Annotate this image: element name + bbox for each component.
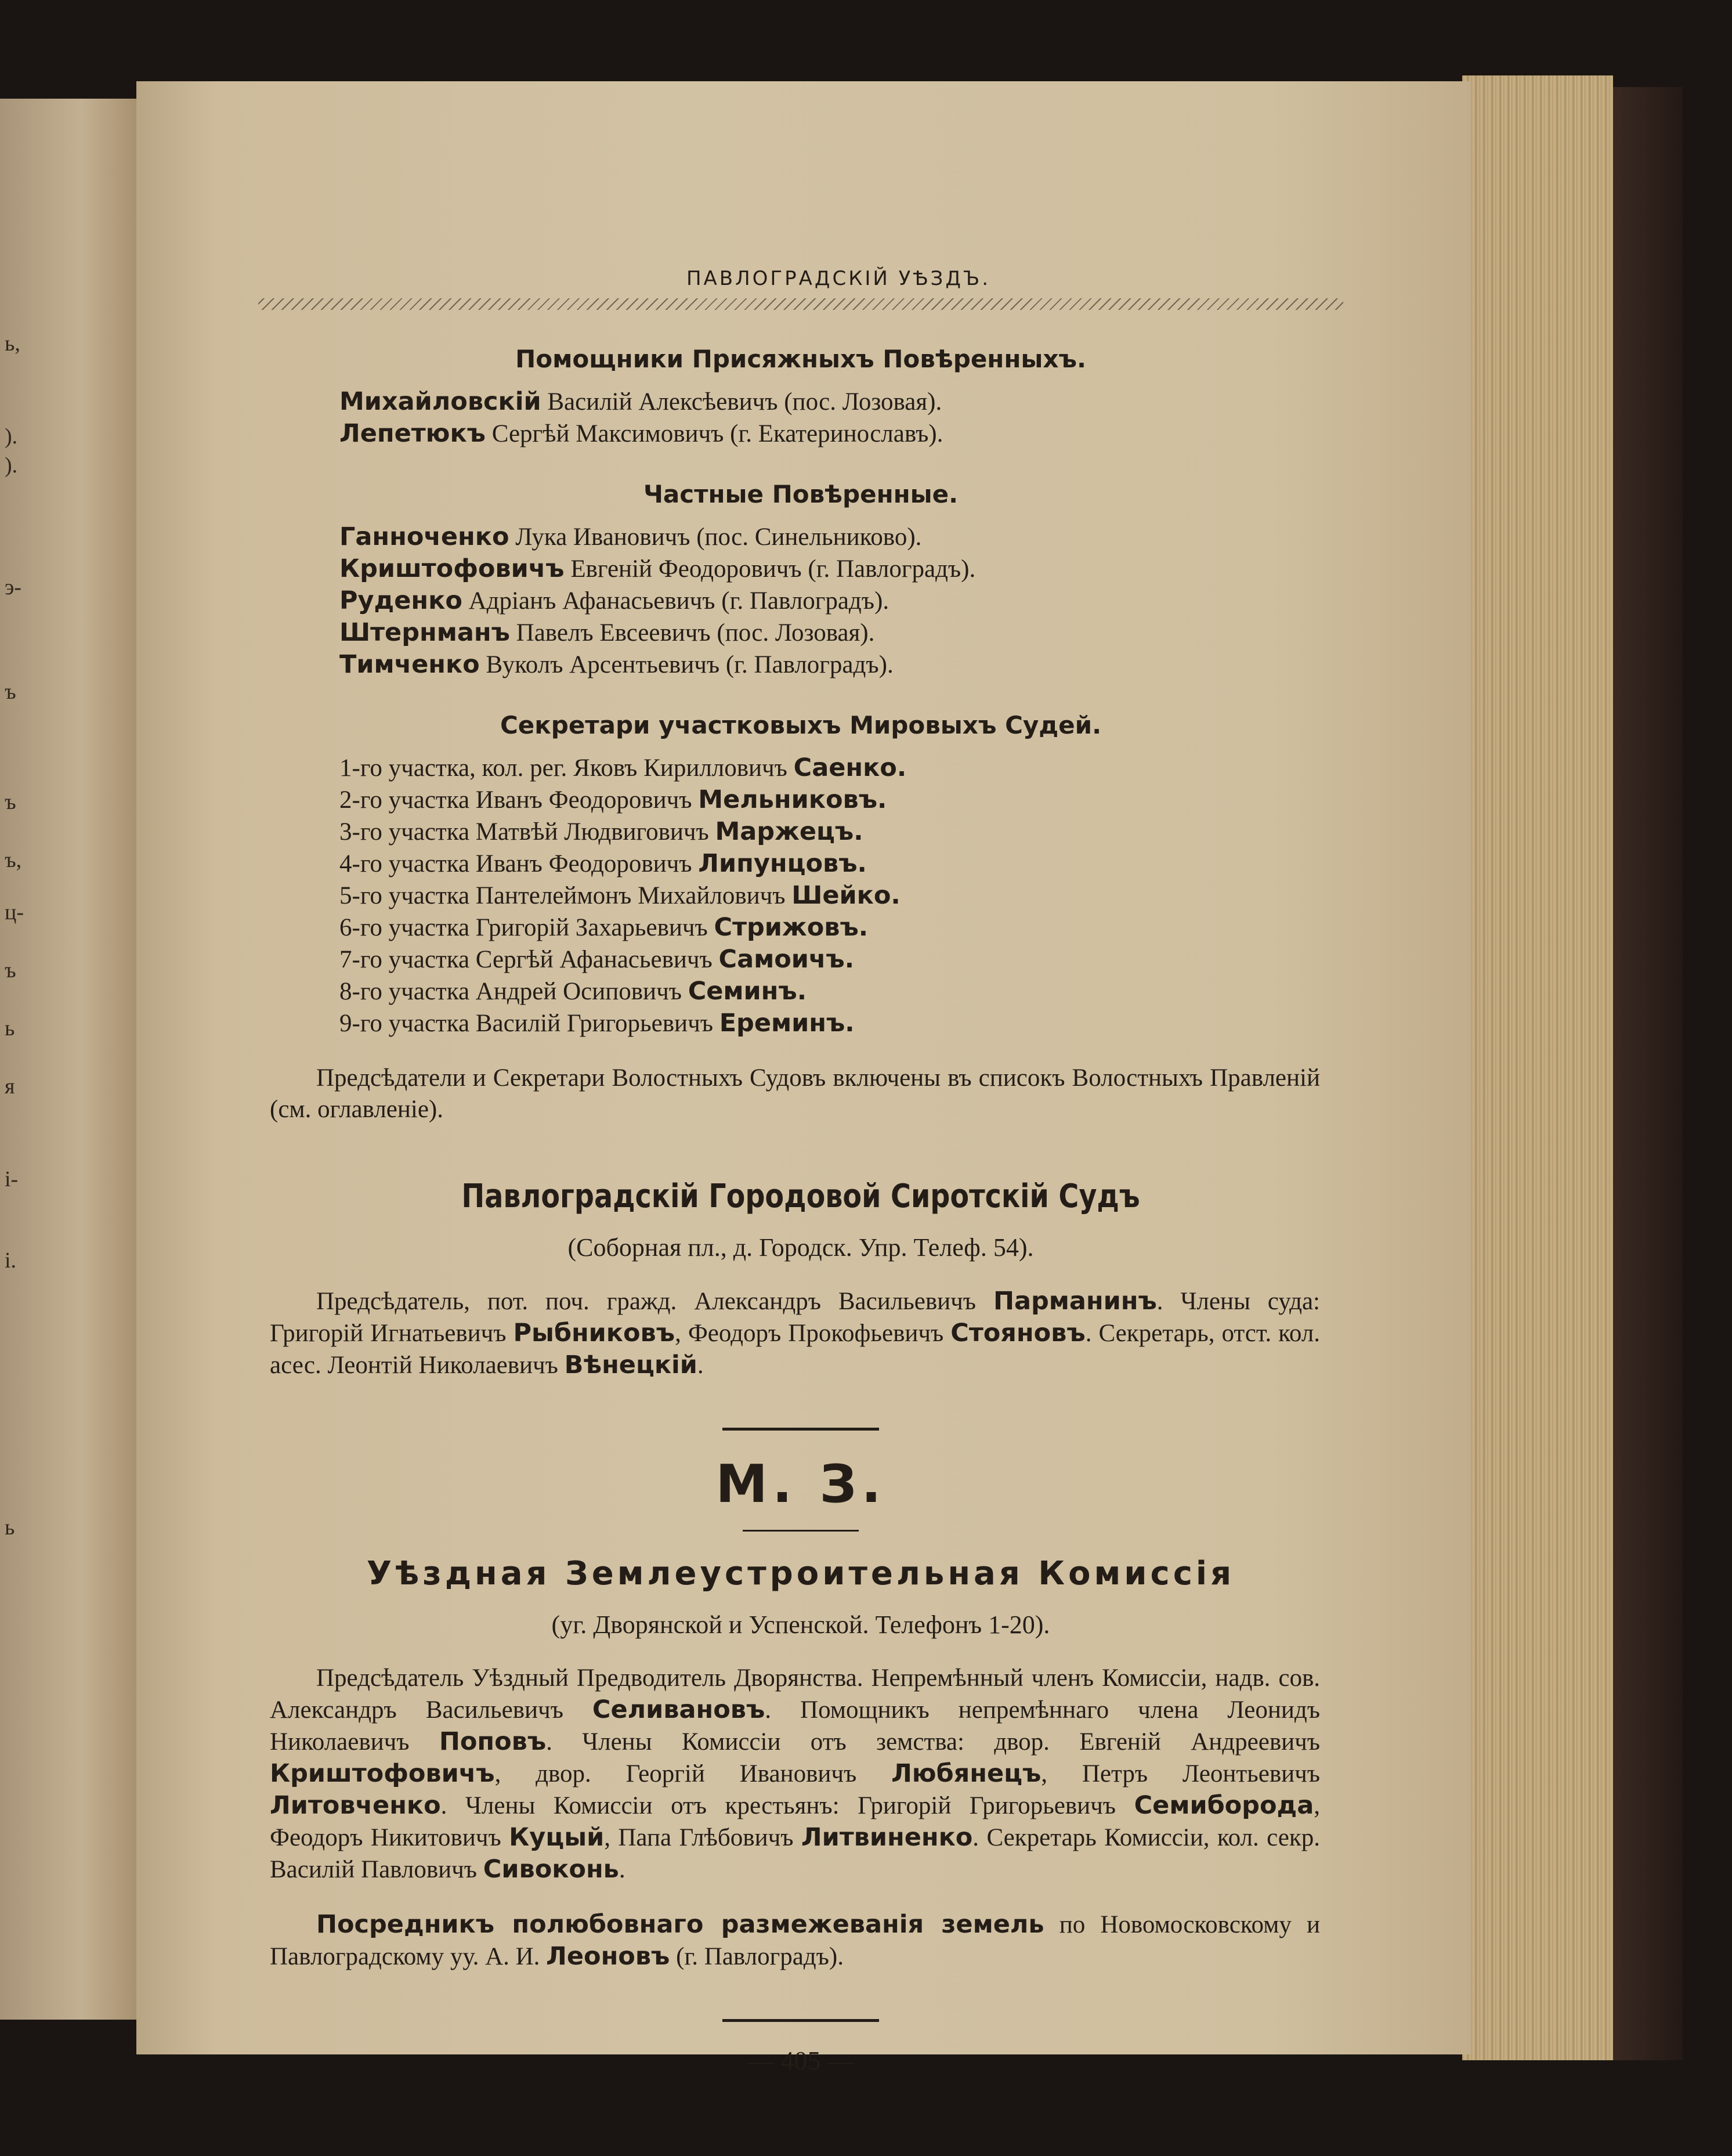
section-title-land-commission: Уѣздная Землеустроительная Комиссія — [366, 1555, 1235, 1592]
page-number: — 405 — — [747, 2046, 854, 2075]
left-page-fragment-text: ). — [5, 424, 18, 449]
left-page-fragment-text: і. — [5, 1248, 17, 1273]
section-title-assistants: Помощники Присяжныхъ Повѣренныхъ. — [515, 345, 1086, 373]
page-content — [258, 186, 1343, 2076]
list-item: Михайловскій Василій Алексѣевичъ (пос. Лозовая). — [339, 387, 942, 416]
short-divider — [743, 1530, 859, 1532]
list-item: 2-го участка Иванъ Феодоровичъ Мельниковъ. — [339, 785, 887, 814]
left-page-fragment-text: і- — [5, 1167, 19, 1191]
list-item: Ганноченко Лука Ивановичъ (пос. Синельниково). — [339, 522, 922, 551]
list-item: 8-го участка Андрей Осиповичъ Семинъ. — [339, 977, 807, 1006]
list-item: 1-го участка, кол. рег. Яковъ Кирилловичъ Саенко. — [339, 753, 907, 782]
wavy-rule — [258, 298, 1343, 310]
secretaries-list — [339, 752, 1343, 1039]
list-item: 5-го участка Пантелеймонъ Михайловичъ Шейко. — [339, 881, 901, 910]
list-item: 6-го участка Григорій Захарьевичъ Стрижовъ. — [339, 913, 869, 942]
orphan-court-members: Предсѣдатель, пот. поч. гражд. Александръ Васильевичъ Парманинъ. Члены суда: Григорій Игнатьевичъ Рыбниковъ, Феодоръ Прокофьевичъ Стояновъ. Секретарь, отст. кол. асес. Леонтій Николаевичъ Вѣнецкій. — [270, 1287, 1320, 1379]
left-page-marks — [0, 99, 136, 2020]
list-item: Руденко Адріанъ Афанасьевичъ (г. Павлоградъ). — [339, 586, 889, 615]
list-item: 3-го участка Матвѣй Людвиговичъ Маржецъ. — [339, 817, 863, 846]
list-item: Криштофовичъ Евгеній Феодоровичъ (г. Павлоградъ). — [339, 554, 976, 583]
running-head: ПАВЛОГРАДСКІЙ УѢЗДЪ. — [686, 267, 991, 290]
section-title-orphan-court: Павлоградскій Городовой Сиротскій Судъ — [461, 1178, 1140, 1215]
volost-courts-note: Предсѣдатели и Секретари Волостныхъ Судовъ включены въ списокъ Волостныхъ Правленій (см. оглавленіе). — [270, 1064, 1320, 1123]
list-item: 7-го участка Сергѣй Афанасьевичъ Самоичъ. — [339, 945, 855, 974]
list-item: 9-го участка Василій Григорьевичъ Ереминъ. — [339, 1009, 855, 1038]
page-edges — [1462, 75, 1613, 2060]
list-item: 4-го участка Иванъ Феодоровичъ Липунцовъ. — [339, 849, 867, 878]
left-page-fragment-text: ). — [5, 453, 18, 478]
left-page-fragment-text: ъ — [5, 790, 16, 814]
land-commission-address: (уг. Дворянской и Успенской. Телефонъ 1-20). — [551, 1610, 1050, 1639]
land-commission-members: Предсѣдатель Уѣздный Предводитель Дворянства. Непремѣнный членъ Комиссіи, надв. сов. Александръ Васильевичъ Селивановъ. Помощникъ непремѣннаго члена Леонидъ Николаевичъ Поповъ. Члены Комиссіи отъ земства: двор. Евгеній Андреевичъ Криштофовичъ, двор. Георгій Ивановичъ Любянецъ, Петръ Леонтьевичъ Литовченко. Члены Комиссіи отъ крестьянъ: Григорій Григорьевичъ Семибородa, Феодоръ Никитовичъ Куцый, Папа Глѣбовичъ Литвиненко. Секретарь Комиссіи, кол. секр. Василій Павловичъ Сивоконь. — [270, 1664, 1321, 1884]
list-item: Тимченко Вуколъ Арсентьевичъ (г. Павлоградъ). — [339, 650, 894, 679]
left-page-fragment — [0, 99, 136, 2020]
left-page-fragment-text: ц- — [5, 900, 24, 924]
section-title-secretaries: Секретари участковыхъ Мировыхъ Судей. — [500, 711, 1102, 739]
left-page-fragment-text: ъ — [5, 680, 16, 704]
list-item: Штернманъ Павелъ Евсеевичъ (пос. Лозовая). — [339, 618, 875, 647]
bottom-divider — [722, 2019, 879, 2022]
left-page-fragment-text: ь — [5, 1515, 15, 1540]
section-title-private-attorneys: Частные Повѣренные. — [643, 480, 959, 508]
left-page-fragment-text: ъ, — [5, 848, 22, 872]
book-page — [136, 81, 1471, 2075]
left-page-fragment-text: ь — [5, 1016, 15, 1041]
left-page-fragment-text: э- — [5, 575, 21, 600]
private-attorneys-list — [339, 521, 1343, 681]
left-page-fragment-text: я — [5, 1074, 15, 1099]
book-cover-edge — [1613, 87, 1683, 2060]
left-page-fragment-text: ь, — [5, 331, 20, 356]
land-mediator: Посредникъ полюбовнаго размежеванія земель по Новомосковскому и Павлоградскому уу. А. И. Леоновъ (г. Павлоградъ). — [270, 1910, 1320, 1971]
left-page-fragment-text: ъ — [5, 958, 16, 983]
letter-heading: М. З. — [715, 1454, 886, 1515]
orphan-court-address: (Соборная пл., д. Городск. Упр. Телеф. 54). — [567, 1233, 1034, 1262]
section-divider — [722, 1428, 879, 1431]
assistants-list — [339, 386, 1343, 450]
list-item: Лепетюкъ Сергѣй Максимовичъ (г. Екатеринославъ). — [339, 419, 943, 448]
